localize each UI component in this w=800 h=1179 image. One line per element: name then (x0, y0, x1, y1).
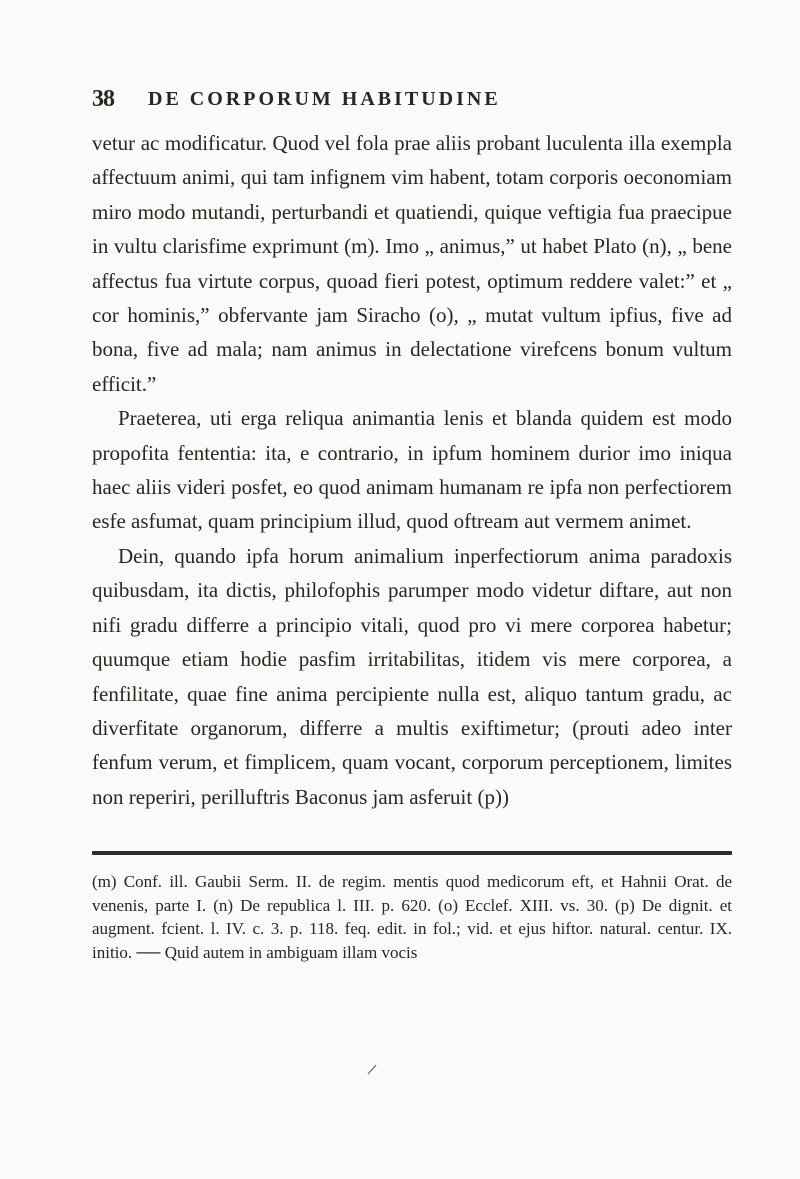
paragraph-1: vetur ac modificatur. Quod vel fola prae aliis probant luculenta illa exempla affectuum animi, qui tam infignem vim habent, totam corporis oeconomiam miro modo mutandi, perturbandi et quatiendi, quique veftigia fua praecipue in vultu clarisfime exprimunt (m). Imo „ animus,” ut habet Plato (n), „ bene affectus fua virtute corpus, quoad fieri potest, optimum reddere valet:” et „ cor hominis,” obfervante jam Siracho (o), „ mutat vultum ipfius, five ad bona, five ad mala; nam animus in delectatione virefcens bonum vultum efficit.” (92, 131, 732, 396)
footnote-text: (m) Conf. ill. Gaubii Serm. II. de regim. mentis quod medicorum eft, et Hahnii Orat. de venenis, parte I. (n) De republica l. III. p. 620. (o) Ecclef. XIII. vs. 30. (p) De dignit. et augment. fcient. l. IV. c. 3. p. 118. feq. edit. in fol.; vid. et ejus hiftor. natural. centur. IX. initio. ── Quid autem in ambiguam illam vocis (92, 872, 732, 962)
paragraph-2: Praeterea, uti erga reliqua animantia lenis et blanda quidem est modo propofita fententia: ita, e contrario, in ipfum hominem durior imo iniqua haec aliis videri posfet, eo quod animam humanam re ipfa non perfectiorem esfe asfumat, quam principium illud, quod oftream aut vermem animet. (92, 406, 732, 534)
ink-mark-icon (366, 1062, 380, 1076)
main-text (92, 126, 732, 814)
paragraph-3: Dein, quando ipfa horum animalium inperfectiorum anima paradoxis quibusdam, ita dictis, philofophis parumper modo videtur diftare, aut non nifi gradu differre a principio vitali, quod pro vi mere corporea habetur; quumque etiam hodie pasfim irritabilitas, itidem vis mere corporea, a fenfilitate, quae fine anima percipiente nulla est, aliquo tantum gradu, ac diverfitate organorum, differre a multis exiftimetur; (prouti adeo inter fenfum verum, et fimplicem, quam vocant, corporum perceptionem, limites non reperiri, perilluftris Baconus jam asferuit (p)) (92, 543, 732, 809)
page-number: 38 (92, 86, 114, 112)
running-head: DE CORPORUM HABITUDINE (148, 88, 501, 110)
footnotes (92, 870, 732, 964)
page-header (92, 86, 732, 116)
footnote-divider (92, 851, 732, 855)
